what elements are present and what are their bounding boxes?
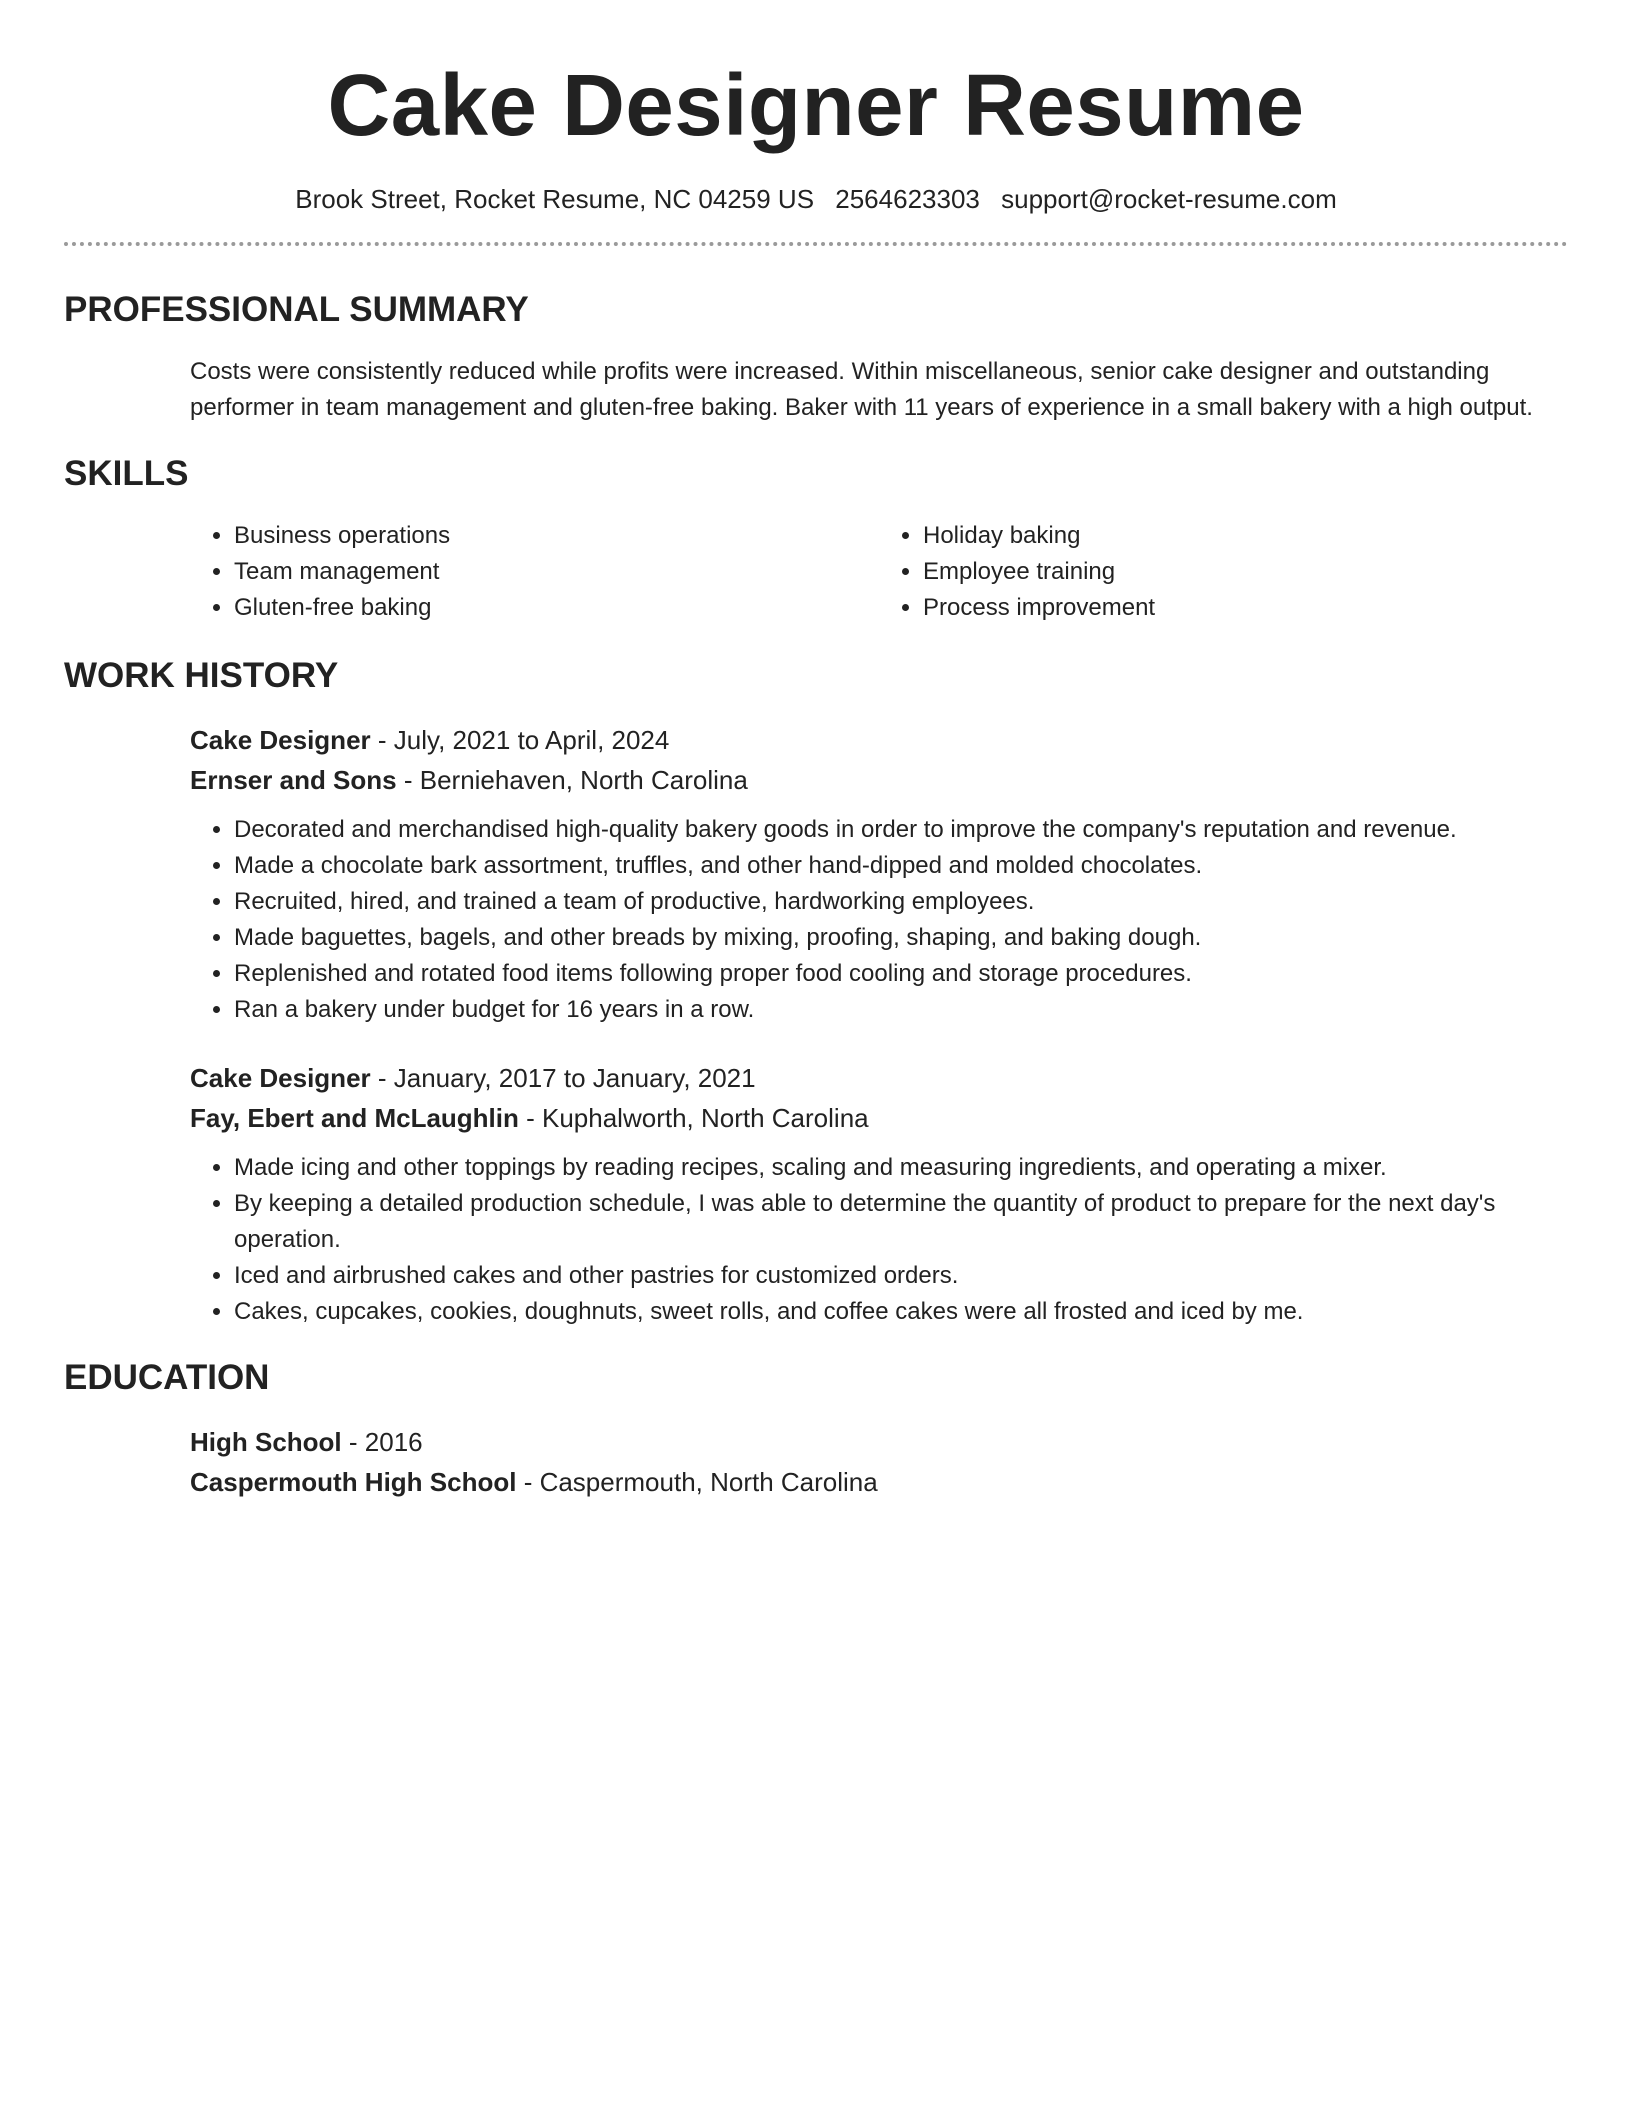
summary-content <box>190 354 1568 426</box>
job-bullets <box>190 1150 1568 1330</box>
education-degree: High School <box>190 1427 342 1457</box>
contact-email: support@rocket-resume.com <box>1001 184 1337 214</box>
education-heading: EDUCATION <box>64 1358 270 1397</box>
job-bullet: • Ran a bakery under budget for 16 years in a row. <box>234 992 1568 1028</box>
skills-list <box>190 518 1568 626</box>
education-degree-line <box>190 1422 1568 1462</box>
job-bullets <box>190 812 1568 1028</box>
summary-text: Costs were consistently reduced while profits were increased. Within miscellaneous, senior cake designer and outstanding performer in team management and gluten-free baking. Baker with 11 years of experience in a small bakery with a high output. <box>190 358 1533 421</box>
job-bullet: • Made icing and other toppings by reading recipes, scaling and measuring ingredients, and operating a mixer. <box>234 1150 1568 1186</box>
resume-title: Cake Designer Resume <box>327 57 1305 154</box>
contact-line <box>64 182 1568 216</box>
skill-item: • Team management <box>234 554 879 590</box>
contact-phone: 2564623303 <box>835 184 980 214</box>
job-role: Cake Designer <box>190 725 371 755</box>
work-heading: WORK HISTORY <box>64 656 339 695</box>
job-company-line <box>190 760 1568 800</box>
job-location: - Berniehaven, North Carolina <box>396 765 748 795</box>
education-section <box>64 1356 1568 1502</box>
resume-header <box>64 0 1568 216</box>
job-bullet: • Recruited, hired, and trained a team of productive, hardworking employees. <box>234 884 1568 920</box>
skill-item: • Business operations <box>234 518 879 554</box>
job-bullet: • By keeping a detailed production schedule, I was able to determine the quantity of product to prepare for the next day's operation. <box>234 1186 1568 1258</box>
education-school: Caspermouth High School <box>190 1467 517 1497</box>
job-bullet: • Replenished and rotated food items following proper food cooling and storage procedures. <box>234 956 1568 992</box>
job-role: Cake Designer <box>190 1063 371 1093</box>
education-school-line <box>190 1462 1568 1502</box>
job-title-line <box>190 720 1568 760</box>
education-location: - Caspermouth, North Carolina <box>516 1467 878 1497</box>
job-entry <box>190 720 1568 1028</box>
skills-column-left <box>190 518 879 626</box>
job-entry <box>190 1058 1568 1330</box>
education-entry <box>190 1422 1568 1502</box>
job-company: Fay, Ebert and McLaughlin <box>190 1103 519 1133</box>
job-bullet: • Decorated and merchandised high-quality bakery goods in order to improve the company's reputation and revenue. <box>234 812 1568 848</box>
job-location: - Kuphalworth, North Carolina <box>518 1103 869 1133</box>
skills-column-right <box>879 518 1568 626</box>
job-dates: - July, 2021 to April, 2024 <box>370 725 670 755</box>
education-year: - 2016 <box>341 1427 423 1457</box>
skills-heading: SKILLS <box>64 454 189 493</box>
skill-item: • Gluten-free baking <box>234 590 879 626</box>
skill-item: • Holiday baking <box>923 518 1568 554</box>
work-section <box>64 654 1568 1330</box>
job-bullet: • Cakes, cupcakes, cookies, doughnuts, sweet rolls, and coffee cakes were all frosted and iced by me. <box>234 1294 1568 1330</box>
job-title-line <box>190 1058 1568 1098</box>
skill-item: • Process improvement <box>923 590 1568 626</box>
job-bullet: • Iced and airbrushed cakes and other pastries for customized orders. <box>234 1258 1568 1294</box>
job-bullet: • Made baguettes, bagels, and other breads by mixing, proofing, shaping, and baking dough. <box>234 920 1568 956</box>
skill-item: • Employee training <box>923 554 1568 590</box>
job-company: Ernser and Sons <box>190 765 397 795</box>
job-dates: - January, 2017 to January, 2021 <box>370 1063 756 1093</box>
job-bullet: • Made a chocolate bark assortment, truffles, and other hand-dipped and molded chocolates. <box>234 848 1568 884</box>
job-company-line <box>190 1098 1568 1138</box>
contact-address: Brook Street, Rocket Resume, NC 04259 US <box>295 184 815 214</box>
summary-heading: PROFESSIONAL SUMMARY <box>64 290 529 329</box>
header-divider <box>64 242 1568 246</box>
skills-section <box>64 452 1568 626</box>
summary-section <box>64 288 1568 426</box>
